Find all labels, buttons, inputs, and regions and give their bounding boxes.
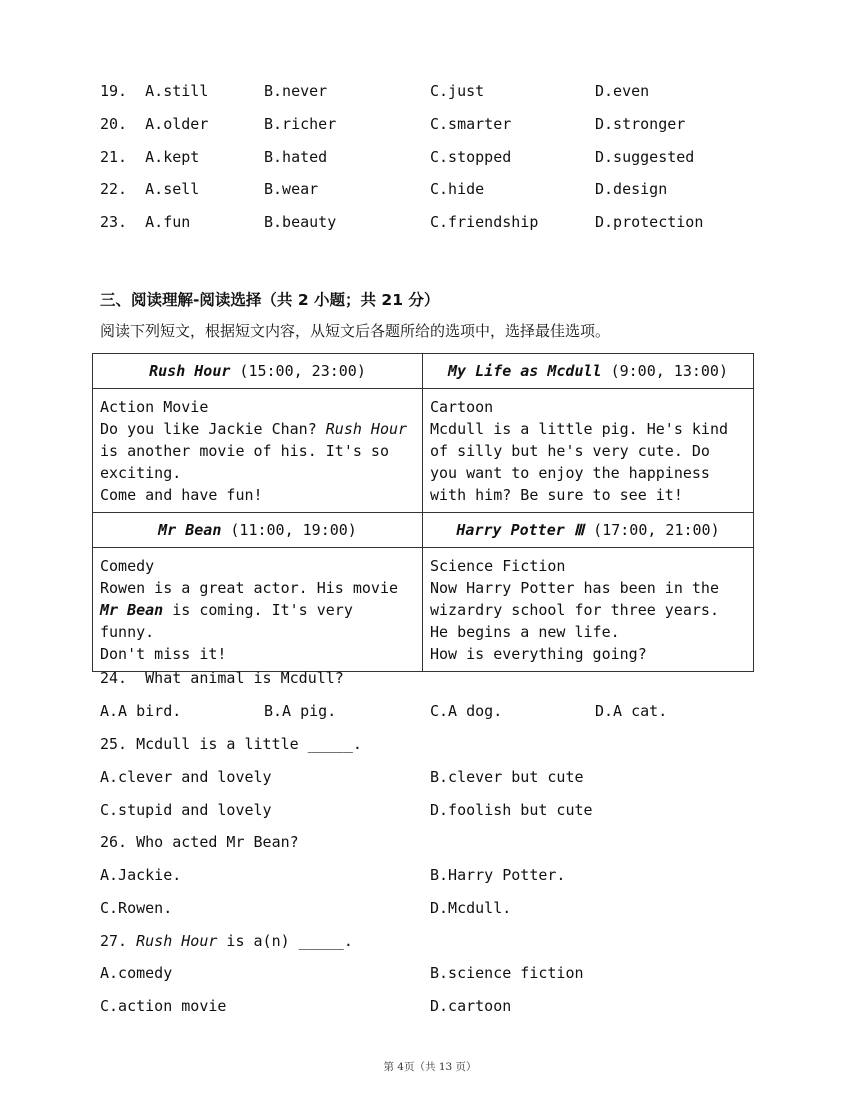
option-24-c: C.A dog. [430,702,503,720]
page-footer: 第 4页（共 13 页） [383,1061,477,1073]
movie-desc-text: Mcdull is a little pig. He's kind of silly but he's very cute. Do you want to enjoy the happiness with him? Be sure to see it! [430,420,729,504]
question-20-options [100,113,685,135]
question-27-options-row2 [100,995,511,1017]
table-row [93,354,754,389]
question-27-options-row1 [100,962,584,984]
option-24-d: D.A cat. [595,702,668,720]
movie-times: (11:00, 19:00) [221,521,357,539]
question-25-stem: 25. Mcdull is a little _____. [100,735,362,753]
movie-title: Harry Potter Ⅲ [456,521,585,539]
option-20-c: C.smarter [430,115,512,133]
question-23-options [100,211,703,233]
movie-desc-text: Come and have fun! [100,486,263,504]
table-row [93,389,754,513]
movie-times: (9:00, 13:00) [601,362,728,380]
question-26-options-row2 [100,897,511,919]
option-24-a: A.A bird. [100,702,182,720]
section-instruction: 阅读下列短文，根据短文内容，从短文后各题所给的选项中，选择最佳选项。 [100,322,611,340]
movie-header-mcdull [423,354,754,389]
movie-header-rush-hour [93,354,423,389]
movie-title: Mr Bean [158,521,222,539]
option-20-a: 20. A.older [100,115,209,133]
question-22-options [100,178,667,200]
option-21-a: 21. A.kept [100,148,200,166]
movie-desc-rush-hour [93,389,423,513]
option-19-d: D.even [595,82,650,100]
option-22-b: B.wear [264,180,319,198]
option-23-c: C.friendship [430,213,539,231]
option-26-c: C.Rowen. [100,899,173,917]
option-23-d: D.protection [595,213,704,231]
option-21-d: D.suggested [595,148,695,166]
section-title: 三、阅读理解-阅读选择（共 2 小题；共 21 分） [100,291,440,309]
movie-genre: Comedy [100,557,155,575]
movie-desc-text: How is everything going? [430,645,647,663]
question-24-options [100,700,667,722]
option-22-c: C.hide [430,180,485,198]
option-22-d: D.design [595,180,668,198]
movie-title: Rush Hour [149,362,231,380]
option-20-d: D.stronger [595,115,686,133]
movie-title: My Life as Mcdull [448,362,602,380]
question-19-options [100,80,649,102]
option-25-c: C.stupid and lovely [100,801,272,819]
movie-genre: Action Movie [100,398,209,416]
question-24-stem: 24. What animal is Mcdull? [100,669,344,687]
option-26-a: A.Jackie. [100,866,182,884]
movie-desc-mcdull [423,389,754,513]
option-24-b: B.A pig. [264,702,337,720]
option-20-b: B.richer [264,115,337,133]
option-21-b: B.hated [264,148,328,166]
question-25-options-row2 [100,799,593,821]
table-row [93,548,754,672]
option-27-c: C.action movie [100,997,227,1015]
option-19-a: 19. A.still [100,82,209,100]
movie-desc-text: Rowen is a great actor. His movie Mr Bean is coming. It's very funny. [100,579,399,641]
question-21-options [100,146,694,168]
option-21-c: C.stopped [430,148,512,166]
question-27-stem: 27. Rush Hour is a(n) _____. [100,932,353,950]
option-26-d: D.Mcdull. [430,899,512,917]
option-19-c: C.just [430,82,485,100]
question-26-stem: 26. Who acted Mr Bean? [100,833,299,851]
movie-desc-text: Don't miss it! [100,645,227,663]
movie-schedule-table [92,353,754,672]
movie-header-mr-bean [93,513,423,548]
question-25-options-row1 [100,766,584,788]
option-25-a: A.clever and lovely [100,768,272,786]
option-25-d: D.foolish but cute [430,801,593,819]
option-25-b: B.clever but cute [430,768,584,786]
option-23-b: B.beauty [264,213,337,231]
movie-times: (17:00, 21:00) [584,521,720,539]
movie-desc-harry-potter [423,548,754,672]
option-19-b: B.never [264,82,328,100]
movie-desc-text: Do you like Jackie Chan? Rush Hour is another movie of his. It's so exciting. [100,420,408,482]
option-27-a: A.comedy [100,964,173,982]
option-26-b: B.Harry Potter. [430,866,566,884]
movie-desc-text: Now Harry Potter has been in the wizardry school for three years. He begins a new life. [430,579,719,641]
movie-desc-mr-bean [93,548,423,672]
movie-genre: Cartoon [430,398,494,416]
option-22-a: 22. A.sell [100,180,200,198]
table-row [93,513,754,548]
option-27-d: D.cartoon [430,997,512,1015]
option-27-b: B.science fiction [430,964,584,982]
movie-genre: Science Fiction [430,557,566,575]
movie-times: (15:00, 23:00) [230,362,366,380]
option-23-a: 23. A.fun [100,213,191,231]
question-26-options-row1 [100,864,565,886]
movie-header-harry-potter [423,513,754,548]
